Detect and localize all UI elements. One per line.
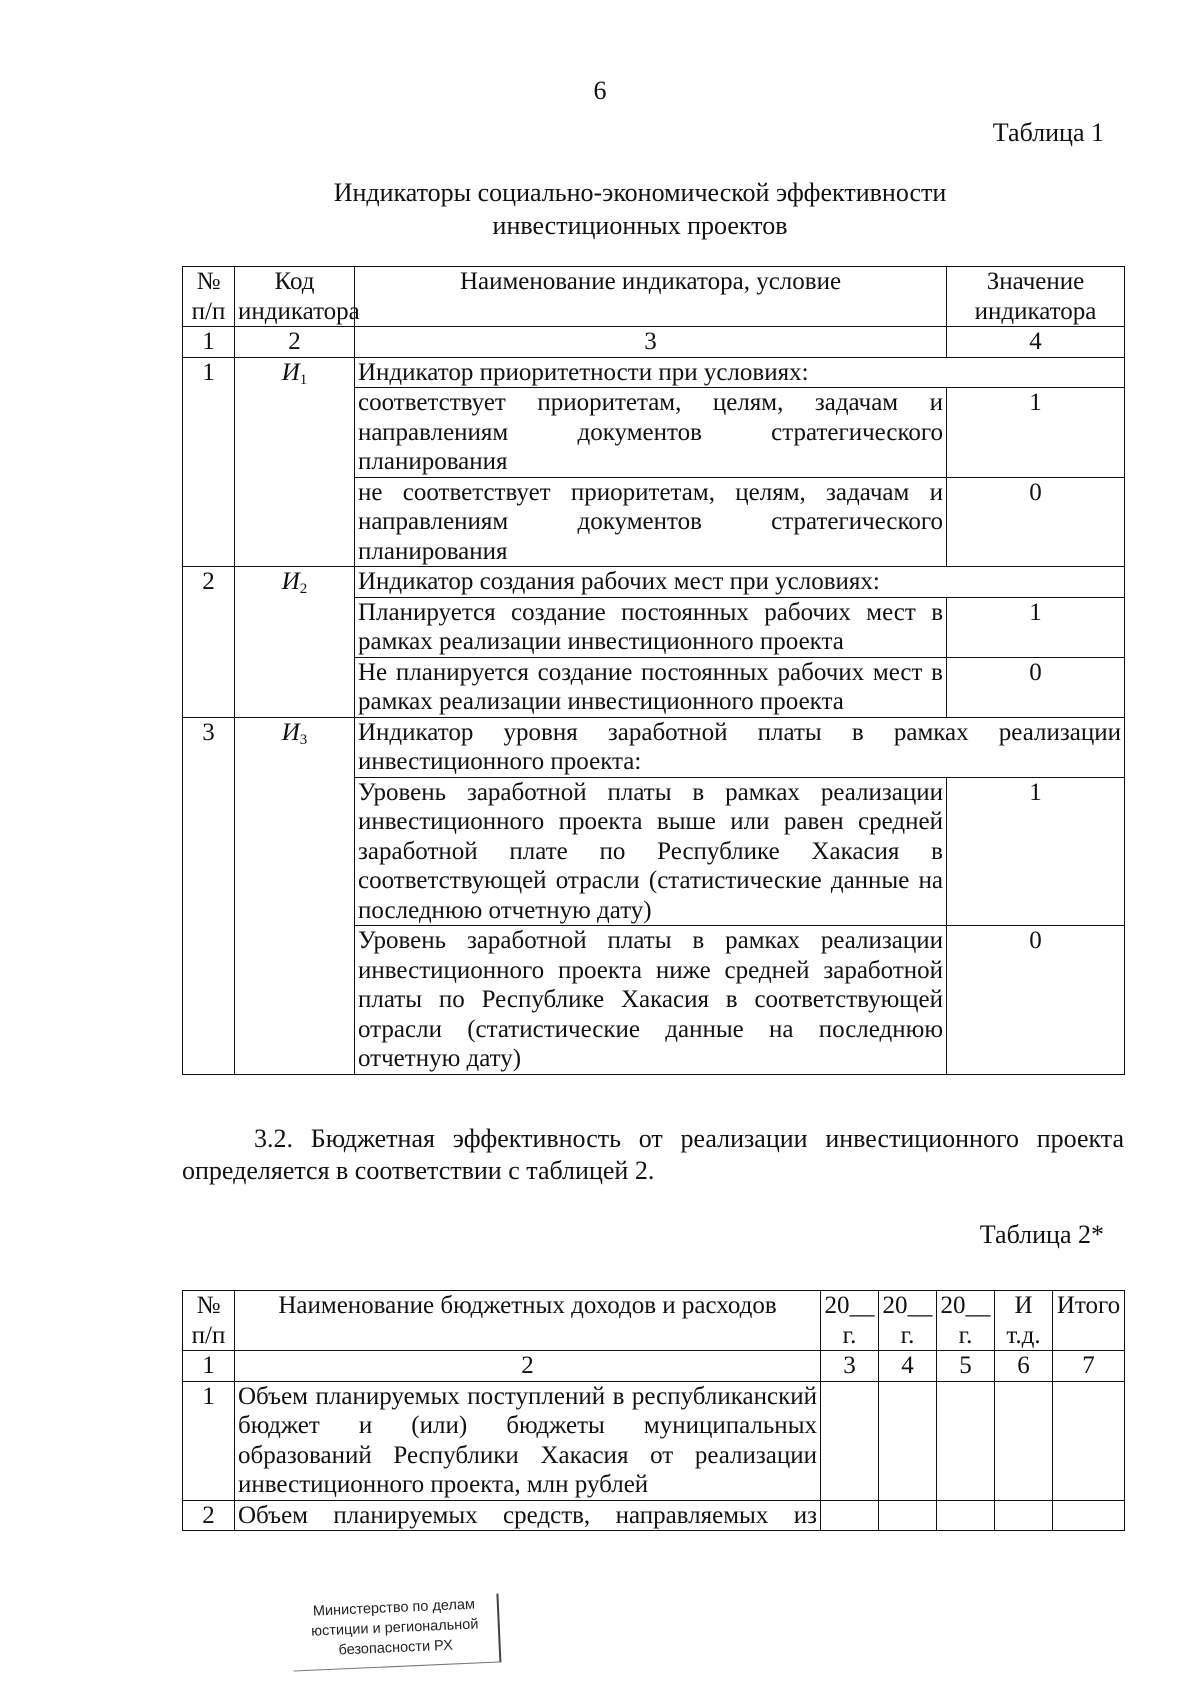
- condition-text: Не планируется создание постоянных рабочих мест в рамках реализации инвестиционного проекта: [355, 657, 947, 717]
- header-num: [183, 267, 235, 327]
- header-total: Итого: [1053, 1291, 1125, 1351]
- header-value: [947, 267, 1125, 327]
- code-subscript: 2: [299, 581, 308, 597]
- col-number: 1: [183, 1351, 235, 1382]
- header-year: [821, 1291, 879, 1351]
- row-code: [235, 357, 355, 567]
- row-num: 3: [183, 717, 235, 1074]
- value-cell: [937, 1381, 995, 1500]
- header-year-line1: 20__: [940, 1292, 991, 1319]
- table-row: [183, 1500, 1125, 1531]
- column-numbers-row: [183, 327, 1125, 358]
- table-header-row: [183, 1291, 1125, 1351]
- col-number: 4: [879, 1351, 937, 1382]
- header-etc: [995, 1291, 1053, 1351]
- code-letter: И: [281, 568, 300, 595]
- header-num-line2: п/п: [191, 1321, 226, 1349]
- header-value-line1: Значение: [986, 268, 1085, 295]
- value-cell: [1053, 1381, 1125, 1500]
- row-num: 2: [183, 1500, 235, 1531]
- table1-label: Таблица 1: [992, 118, 1104, 147]
- condition-text: соответствует приоритетам, целям, задачам и направлениям документов стратегического планирования: [355, 388, 947, 478]
- paragraph-line2: определяется в соответствии с таблицей 2.: [182, 1156, 655, 1185]
- code-subscript: 1: [299, 371, 308, 388]
- col-number: 2: [235, 327, 355, 358]
- header-year: [937, 1291, 995, 1351]
- table-row: [183, 357, 1125, 388]
- table-row: [183, 567, 1125, 598]
- col-number: 3: [355, 327, 947, 358]
- header-year-line2: г.: [958, 1321, 973, 1349]
- stamp-line1: Министерство по делам: [312, 1596, 476, 1620]
- row-name: Объем планируемых поступлений в республиканский бюджет и (или) бюджеты муниципальных образований Республики Хакасия от реализации инвестиционного проекта, млн рублей: [235, 1381, 821, 1500]
- col-number: 2: [235, 1351, 821, 1382]
- col-number: 1: [183, 327, 235, 358]
- indicator-title: Индикатор уровня заработной платы в рамках реализации инвестиционного проекта:: [355, 717, 1125, 777]
- condition-text: Планируется создание постоянных рабочих мест в рамках реализации инвестиционного проекта: [355, 597, 947, 657]
- value-cell: [995, 1381, 1053, 1500]
- condition-value: 0: [947, 926, 1125, 1075]
- condition-value: 1: [947, 777, 1125, 926]
- col-number: 4: [947, 327, 1125, 358]
- header-year-line2: г.: [900, 1321, 915, 1349]
- row-num: 1: [183, 1381, 235, 1500]
- code-letter: И: [281, 718, 300, 746]
- header-num: [183, 1291, 235, 1351]
- code-letter: И: [281, 358, 300, 386]
- row-name: Объем планируемых средств, направляемых из: [235, 1500, 821, 1531]
- table-row: [183, 1381, 1125, 1500]
- col-number: 7: [1053, 1351, 1125, 1382]
- header-etc-line2: т.д.: [1006, 1321, 1041, 1349]
- col-number: 6: [995, 1351, 1053, 1382]
- table1-title: [160, 176, 1120, 242]
- code-subscript: 3: [299, 731, 308, 748]
- col-number: 5: [937, 1351, 995, 1382]
- stamp-line2: юстиции и региональной: [310, 1616, 479, 1640]
- header-value-line2: индикатора: [974, 297, 1097, 325]
- header-etc-line1: И: [1014, 1292, 1033, 1319]
- table2-label: Таблица 2*: [979, 1220, 1104, 1249]
- indicator-title: Индикатор приоритетности при условиях:: [355, 357, 1125, 388]
- condition-text: не соответствует приоритетам, целям, задачам и направлениям документов стратегического планирования: [355, 477, 947, 567]
- table-row: [183, 717, 1125, 777]
- ministry-stamp: [291, 1593, 502, 1671]
- header-num-line1: №: [196, 1292, 221, 1319]
- condition-value: 1: [947, 388, 1125, 478]
- condition-value: 0: [947, 477, 1125, 567]
- table1-title-line2: инвестиционных проектов: [492, 211, 788, 240]
- condition-text: Уровень заработной платы в рамках реализации инвестиционного проекта выше или равен средней заработной плате по Республике Хакасия в соответствующей отрасли (статистические данные на последнюю отчетную дату): [355, 777, 947, 926]
- body-paragraph: [182, 1123, 1124, 1187]
- row-code: [235, 567, 355, 718]
- indicators-table: [182, 266, 1125, 1075]
- stamp-line3: безопасности РХ: [338, 1637, 454, 1659]
- header-code-line1: Код: [274, 268, 315, 295]
- table-header-row: [183, 267, 1125, 327]
- header-year-line2: г.: [842, 1321, 857, 1349]
- page-number: 6: [593, 76, 607, 105]
- header-num-line1: №: [196, 268, 221, 295]
- budget-table: [182, 1290, 1125, 1531]
- header-year-line1: 20__: [882, 1292, 933, 1319]
- col-number: 3: [821, 1351, 879, 1382]
- header-code: [235, 267, 360, 327]
- condition-value: 0: [947, 657, 1125, 717]
- header-year-line1: 20__: [824, 1292, 875, 1319]
- header-num-line2: п/п: [191, 297, 226, 325]
- value-cell: [1053, 1500, 1125, 1531]
- value-cell: [937, 1500, 995, 1531]
- column-numbers-row: [183, 1351, 1125, 1382]
- header-name: Наименование индикатора, условие: [355, 267, 947, 327]
- header-code-line2: индикатора: [238, 297, 360, 325]
- condition-value: 1: [947, 597, 1125, 657]
- value-cell: [879, 1500, 937, 1531]
- value-cell: [879, 1381, 937, 1500]
- row-num: 2: [183, 567, 235, 718]
- row-code: [235, 717, 355, 1074]
- table1-title-line1: Индикаторы социально-экономической эффективности: [333, 178, 947, 207]
- condition-text: Уровень заработной платы в рамках реализации инвестиционного проекта ниже средней заработной платы по Республике Хакасия в соответствующей отрасли (статистические данные на последнюю отчетную дату): [355, 926, 947, 1075]
- value-cell: [821, 1500, 879, 1531]
- indicator-title: Индикатор создания рабочих мест при условиях:: [355, 567, 1125, 598]
- value-cell: [821, 1381, 879, 1500]
- header-year: [879, 1291, 937, 1351]
- paragraph-line1: 3.2. Бюджетная эффективность от реализации инвестиционного проекта: [254, 1124, 1124, 1153]
- value-cell: [995, 1500, 1053, 1531]
- header-name: Наименование бюджетных доходов и расходов: [235, 1291, 821, 1351]
- row-num: 1: [183, 357, 235, 567]
